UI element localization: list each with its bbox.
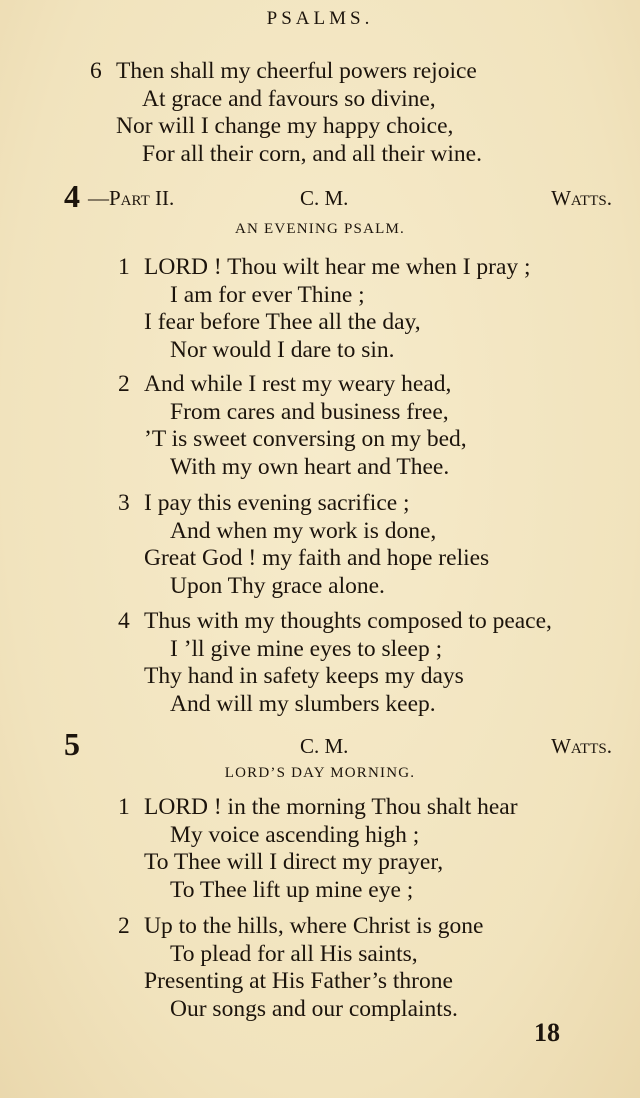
stanza-line: To Thee will I direct my prayer, xyxy=(144,849,444,875)
stanza-line: Up to the hills, where Christ is gone xyxy=(144,913,484,939)
stanza-line: To plead for all His saints, xyxy=(170,940,418,967)
stanza-number: 3 xyxy=(118,490,130,516)
stanza-line: LORD ! Thou wilt hear me when I pray ; xyxy=(144,254,531,280)
stanza-line: From cares and business free, xyxy=(170,398,449,425)
hymn-4-header xyxy=(0,178,640,214)
hymn-4-stanza-1 xyxy=(118,254,531,364)
stanza-line: Presenting at His Father’s throne xyxy=(144,968,453,994)
hymn-5-stanza-1 xyxy=(118,794,518,904)
hymn-meter: C. M. xyxy=(300,186,349,210)
stanza-line: Then shall my cheerful powers rejoice xyxy=(116,58,477,84)
stanza-line: With my own heart and Thee. xyxy=(170,453,450,480)
stanza-line: Upon Thy grace alone. xyxy=(170,572,385,599)
hymn-4-stanza-2 xyxy=(118,371,467,481)
page-number: 18 xyxy=(534,1018,560,1047)
stanza-line: At grace and favours so divine, xyxy=(142,85,436,112)
stanza-line: I pay this evening sacrifice ; xyxy=(144,490,410,516)
stanza-line: Nor would I dare to sin. xyxy=(170,336,395,363)
stanza-line: ’T is sweet conversing on my bed, xyxy=(144,426,467,452)
stanza-number: 6 xyxy=(90,58,102,84)
stanza-line: To Thee lift up mine eye ; xyxy=(170,876,414,903)
hymn-5-stanza-2 xyxy=(118,913,483,1023)
stanza-line: I fear before Thee all the day, xyxy=(144,309,421,335)
stanza-number: 2 xyxy=(118,913,130,939)
stanza-line: And when my work is done, xyxy=(170,517,437,544)
stanza-line: Great God ! my faith and hope relies xyxy=(144,545,490,571)
hymn-part: —Part II. xyxy=(88,186,175,210)
hymn-author: Watts. xyxy=(551,734,612,758)
stanza-number: 1 xyxy=(118,254,130,280)
stanza-line: Thus with my thoughts composed to peace, xyxy=(144,608,552,634)
hymn-number: 4 xyxy=(64,178,80,214)
hymn-author: Watts. xyxy=(551,186,612,210)
stanza-line: My voice ascending high ; xyxy=(170,821,420,848)
hymn-number: 5 xyxy=(64,726,80,762)
stanza-number: 2 xyxy=(118,371,130,397)
stanza-number: 1 xyxy=(118,794,130,820)
prev-stanza-6 xyxy=(90,58,482,168)
hymn-5-subtitle: LORD’S DAY MORNING. xyxy=(224,765,416,781)
stanza-line: I ’ll give mine eyes to sleep ; xyxy=(170,635,443,662)
stanza-line: Nor will I change my happy choice, xyxy=(116,113,454,139)
hymn-5-header xyxy=(0,726,640,762)
stanza-line: I am for ever Thine ; xyxy=(170,281,365,308)
hymn-meter: C. M. xyxy=(300,734,349,758)
hymn-4-stanza-4 xyxy=(118,608,552,718)
stanza-line: And will my slumbers keep. xyxy=(170,690,436,717)
stanza-line: Our songs and our complaints. xyxy=(170,995,458,1022)
running-head: PSALMS. xyxy=(266,8,374,29)
stanza-line: And while I rest my weary head, xyxy=(144,371,452,397)
hymn-4-subtitle: AN EVENING PSALM. xyxy=(235,221,405,237)
stanza-line: Thy hand in safety keeps my days xyxy=(144,663,464,689)
hymn-4-stanza-3 xyxy=(118,490,489,600)
stanza-line: LORD ! in the morning Thou shalt hear xyxy=(144,794,518,820)
stanza-line: For all their corn, and all their wine. xyxy=(142,140,482,167)
stanza-number: 4 xyxy=(118,608,130,634)
